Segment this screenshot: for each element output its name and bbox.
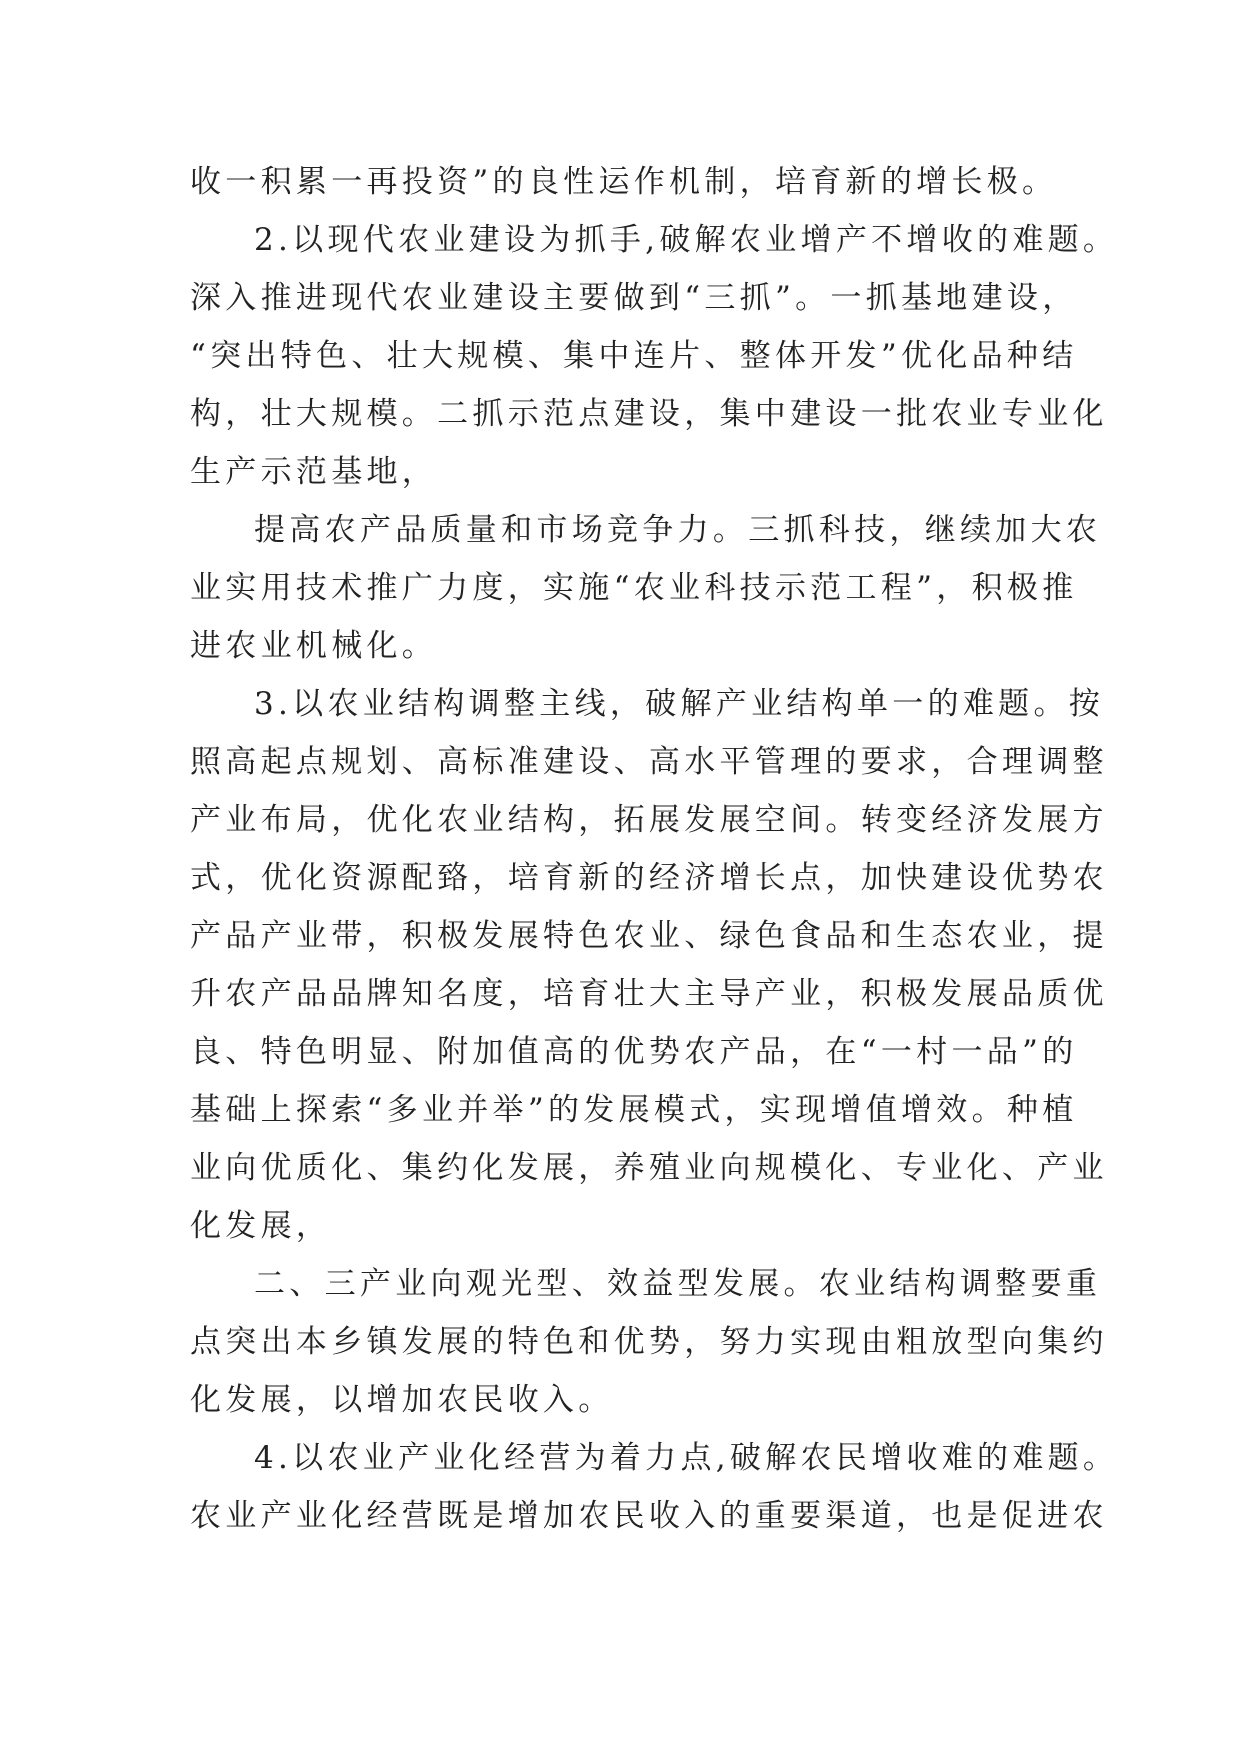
text-line-23: 4.以农业产业化经营为着力点,破解农民增收难的难题。 (254, 1440, 1119, 1476)
text-line-21: 点突出本乡镇发展的特色和优势，努力实现由粗放型向集约 (190, 1324, 1108, 1360)
text-line-16: 良、特色明显、附加值高的优势农产品，在“一村一品”的 (190, 1034, 1078, 1070)
text-line-10: 3.以农业结构调整主线，破解产业结构单一的难题。按 (254, 686, 1105, 722)
text-line-1: 收一积累一再投资”的良性运作机制，培育新的增长极。 (190, 164, 1058, 200)
text-line-5: 构，壮大规模。二抓示范点建设，集中建设一批农业专业化 (190, 396, 1108, 432)
text-line-14: 产品产业带，积极发展特色农业、绿色食品和生态农业，提 (190, 918, 1108, 954)
text-line-15: 升农产品品牌知名度，培育壮大主导产业，积极发展品质优 (190, 976, 1108, 1012)
text-line-4: “突出特色、壮大规模、集中连片、整体开发”优化品种结 (190, 338, 1078, 374)
text-line-8: 业实用技术推广力度，实施“农业科技示范工程”，积极推 (190, 570, 1078, 606)
text-line-20: 二、三产业向观光型、效益型发展。农业结构调整要重 (254, 1266, 1102, 1302)
text-line-22: 化发展，以增加农民收入。 (190, 1382, 614, 1418)
text-line-18: 业向优质化、集约化发展，养殖业向规模化、专业化、产业 (190, 1150, 1108, 1186)
text-line-12: 产业布局，优化农业结构，拓展发展空间。转变经济发展方 (190, 802, 1108, 838)
text-line-17: 基础上探索“多业并举”的发展模式，实现增值增效。种植 (190, 1092, 1078, 1128)
text-line-2: 2.以现代农业建设为抓手,破解农业增产不增收的难题。 (254, 222, 1119, 258)
text-line-13: 式，优化资源配臵，培育新的经济增长点，加快建设优势农 (190, 860, 1108, 896)
text-line-11: 照高起点规划、高标准建设、高水平管理的要求，合理调整 (190, 744, 1108, 780)
text-line-6: 生产示范基地， (190, 454, 438, 490)
body-text (190, 153, 1119, 1545)
text-line-19: 化发展， (190, 1208, 332, 1244)
text-line-9: 进农业机械化。 (190, 628, 438, 664)
text-line-3: 深入推进现代农业建设主要做到“三抓”。一抓基地建设， (190, 280, 1078, 316)
text-line-7: 提高农产品质量和市场竞争力。三抓科技，继续加大农 (254, 512, 1102, 548)
text-line-24: 农业产业化经营既是增加农民收入的重要渠道，也是促进农 (190, 1498, 1108, 1534)
